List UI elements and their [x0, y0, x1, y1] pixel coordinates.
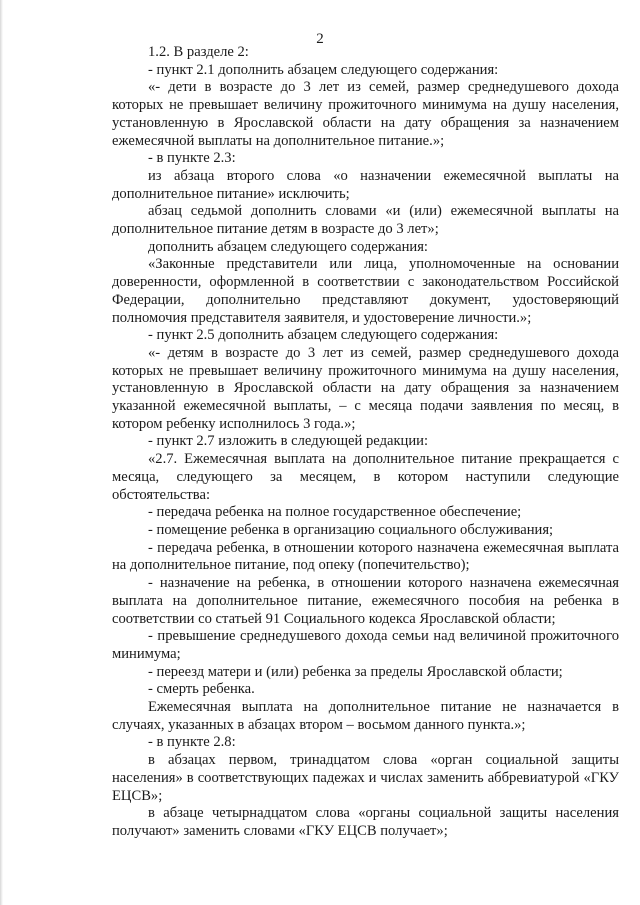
paragraph: Ежемесячная выплата на дополнительное питание не назначается в случаях, указанных в абзацах втором – восьмом данного пункта.»; [112, 699, 619, 733]
list-item: - превышение среднедушевого дохода семьи над величиной прожиточного минимума; [112, 628, 619, 662]
list-item: - передача ребенка на полное государственное обеспечение; [148, 504, 522, 521]
paragraph: - в пункте 2.3: [148, 150, 236, 167]
paragraph: в абзаце четырнадцатом слова «органы социальной защиты населения получают» заменить словами «ГКУ ЕЦСВ получает»; [112, 805, 619, 839]
paragraph: - пункт 2.5 дополнить абзацем следующего содержания: [148, 327, 499, 344]
paragraph: «Законные представители или лица, уполномоченные на основании доверенности, оформленной в соответствии с законодательством Российской Федерации, дополнительно представляют документ, удостоверяющий полномочия представителя заявителя, и удостоверение личности.»; [112, 256, 619, 326]
paragraph: дополнить абзацем следующего содержания: [148, 238, 428, 255]
list-item: - смерть ребенка. [148, 681, 255, 698]
paragraph: - в пункте 2.8: [148, 734, 236, 751]
scan-edge-shadow [0, 0, 3, 905]
list-item: - помещение ребенка в организацию социального обслуживания; [148, 521, 554, 538]
page-number: 2 [316, 31, 324, 47]
paragraph: «- дети в возрасте до 3 лет из семей, размер среднедушевого дохода которых не превышает величину прожиточного минимума на душу населения, установленную в Ярославской области на дату обращения за назначением ежемесячной выплаты на дополнительное питание.»; [112, 79, 619, 149]
paragraph: «- детям в возрасте до 3 лет из семей, размер среднедушевого дохода которых не превышает величину прожиточного минимума на душу населения, установленную в Ярославской области на дату обращения за назначением указанной ежемесячной выплаты, – с месяца подачи заявления по месяц, в котором ребенку исполнилось 3 года.»; [112, 344, 619, 432]
paragraph: - пункт 2.1 дополнить абзацем следующего содержания: [148, 61, 499, 78]
paragraph: «2.7. Ежемесячная выплата на дополнительное питание прекращается с месяца, следующего за месяцем, в котором наступили следующие обстоятельства: [112, 451, 619, 503]
paragraph: в абзацах первом, тринадцатом слова «орган социальной защиты населения» в соответствующих падежах и числах заменить аббревиатурой «ГКУ ЕЦСВ»; [112, 752, 619, 804]
paragraph: - пункт 2.7 изложить в следующей редакции: [148, 433, 429, 450]
list-item: - передача ребенка, в отношении которого назначена ежемесячная выплата на дополнительное питание, под опеку (попечительство); [112, 539, 619, 574]
document-body [112, 44, 619, 841]
paragraph: 1.2. В разделе 2: [148, 44, 249, 60]
list-item: - переезд матери и (или) ребенка за пределы Ярославской области; [148, 663, 563, 680]
list-item: - назначение на ребенка, в отношении которого назначена ежемесячная выплата на дополнительное питание, ежемесячного пособия на ребенка в соответствии со статьей 91 Социального кодекса Ярославской области; [112, 575, 619, 627]
paragraph: из абзаца второго слова «о назначении ежемесячной выплаты на дополнительное питание» исключить; [112, 167, 619, 202]
paragraph: абзац седьмой дополнить словами «и (или) ежемесячной выплаты на дополнительное питание детям в возрасте до 3 лет»; [112, 203, 619, 238]
